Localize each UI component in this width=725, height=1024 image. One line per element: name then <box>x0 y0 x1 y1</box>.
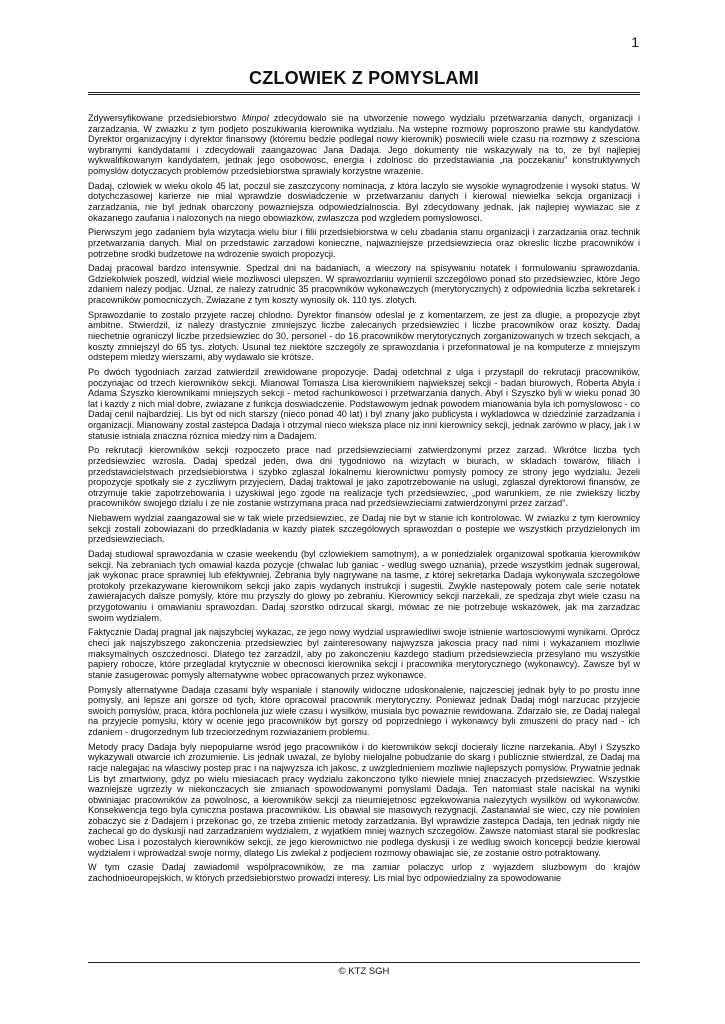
title-divider <box>88 92 640 95</box>
paragraph-9: Dadaj studiowal sprawozdania w czasie weekendu (byl czlowiekiem samotnym), a w poniedzialek organizowal spotkania kierowników sekcji. Na zebraniach tych omawial kazda pozycje (chwalac lub ganiac - wedlug swego uznania), przede wszystkim jednak sugerowal, jak wykonac prace sprawniej lub efektywniej. Zebrania byly nagrywane na tasme, z której sekretarka Dadaja wykonywala szczególowe protokoly przekazywane kierownikom sekcji jako zapis wydanych instrukcji i sugestii. Zwykle nastepowaly potem cale serie notatek zawierajacych dalsze pomysly, które mu przyszly do glowy po zebraniu. Kierownicy sekcji narzekali, ze spedzaja zbyt wiele czasu na przygotowaniu i omawianiu sprawozdan. Dadaj szorstko odrzucal skargi, mówiac ze nie potrzebuje wskazówek, jak ma zarzadzac swoim wydzialem. <box>88 549 640 623</box>
paragraph-2: Dadaj, czlowiek w wieku okolo 45 lat, poczul sie zaszczycony nominacja, z która laczylo sie wysokie wynagrodzenie i wysoki status. W dotychczasowej karierze nie mial wprawdzie doswiadczenie w przetwarzaniu danych i kierowal niewielka sekcja organizacji i zarzadzania, nie byl jednak obarczony powazniejsza odpowiedzialnoscia. Byl zdecydowany jednak, jak najlepiej wywiazac sie z okazanego zaufania i nalozonych na niego obowiazków, zwlaszcza pod wzgledem pomyslowosci. <box>88 180 640 223</box>
paragraph-1: Zdywersyfikowane przedsiebiorstwo Minpol zdecydowalo sie na utworzenie nowego wydzialu przetwarzania danych, organizacji i zarzadzania. W zwiazku z tym podjeto poszukiwania kierownika wydzialu. Na wstepne rozmowy poproszono prawie stu kandydatów. Dyrektor organizacyjny i dyrektor finansowy (któremu bedzie podlegal nowy kierownik) poswiecili wiele czasu na rozmowy z szesciona wybranymi kandydatami i zdecydowali zaangazowac Jana Dadaja. Jego dokumenty nie wskazywaly na to, ze byl najlepiej wykwalifikowanym kandydatem, jednak jego osobowosc, energia i zdolnosc do przedstawiania „na poczekaniu” konstruktywnych pomyslów dotyczacych problemów przedsiebiorstwa sprawialy korzystne wrazenie. <box>88 113 641 176</box>
company-name: Minpol <box>241 113 269 123</box>
page-number: 1 <box>631 34 639 50</box>
paragraph-5: Sprawozdanie to zostalo przyjete raczej chlodno. Dyrektor finansów odeslal je z komentarzem, ze jest za dlugie, a propozycje zbyt ambitne. Stwierdzil, iz nalezy drastycznie zmniejszyc liczbe zalecanych przedsiewziec i liczbe pracowników oraz koszty. Dadaj niechetnie ograniczyl liczbe przedsiewziec do 30, personel - do 16 pracowników merytorycznych zorganizowanych w trzech sekcjach, a koszty zmniejszyl do 65 tys. zlotych. Usunal tez niektóre szczególy ze sprawozdania i przeformatowal je na komputerze z mniejszym odstepem miedzy wierszami, aby wydawalo sie krótsze. <box>88 309 640 363</box>
paragraph-12: Metody pracy Dadaja byly niepopularne wsród jego pracowników i do kierowników sekcji docieraly liczne narzekania. Abyl i Szyszko wykazywali otwarcie ich zrozumienie. Lis jednak uwazal, ze byloby nielojalne pobudzanie do skarg i publicznie stwierdzal, ze Dadaj ma racje nalegajac na wlasciwy postep prac i na najwyzsza ich jakosc, z uwzglednieniem mozliwie najlepszych pomyslów. Prywatnie jednak Lis byt zmartwiony, gdyz po wielu miesiacach pracy wydzialu zakonczono tylko niewiele mniej znaczacych przedsiewziec. Wszystkie wazniejsze ugrzezly w niekonczacych sie zmianach spowodowanymi pomyslami Dadaja. Ten natomiast stale naciskal na wyniki obwiniajac pracowników za powolnosc, a kierowników sekcji za nieumiejetnosc egzekwowania nalezytych wysilków od wykonawców. Konsekwencja tego byla cyniczna postawa pracowników. Lis obawial sie masowych rezygnacji. Zastanawial sie wiec, czy nie powinien zobaczyc sie z Dadajem i przekonac go, ze trzeba zmienic metody zarzadzania. Byl wprawdzie zastepca Dadaja, ten jednak nigdy nie zachecal go do dyskusji nad zarzadzaniem wydzialem, z wyjatkiem mniej waznych szczególów. Zawsze natomiast staral sie podkreslac wobec Lisa i pozostalych kierowników sekcji, ze jego kierownictwo nie podlega dyskusji i ze wedlug swoich koncepcji bedzie kierowal wydzialem i wprowadzal swoje normy, dlatego Lis zwlekal z podjeciem rozmowy obawiajac sie, ze zostanie ostro potraktowany. <box>88 741 640 858</box>
document-title: CZLOWIEK Z POMYSLAMI <box>249 68 479 88</box>
document-body <box>88 113 640 888</box>
footer-copyright: © KTZ SGH <box>338 966 390 977</box>
paragraph-7: Po rekrutacji kierowników sekcji rozpoczeto prace nad przedsiewzieciami zatwierdzonymi przez zarzad. Wkrótce liczba tych przedsiewziec wzrosla. Dadaj spedzal jeden, dwa dni tygodniowo na wizytach w biurach, w skladach towarów, filiach i przedstawicielstwach przedsiebiorstwa i szybko zglaszal lokalnemu kierownictwu pomysly pomocy ze strony jego wydzialu. Jezeli propozycje spotkaly sie z zyczliwym przyjeciem, Dadaj traktowal je jako zapotrzebowanie na uslugi, zglaszal dyrektorowi finansów, ze otrzymuje takie zapotrzebowania i uzyskiwal jego zgode na realizacje tych przedsiewziec, „pod warunkiem, ze nie zwiekszy liczby pracowników swojego dzialu i ze nie zostanie wstrzymana praca nad przedsiewzieciami zatwierdzonymi przez zarzad”. <box>88 445 640 509</box>
paragraph-10: Faktycznie Dadaj pragnal jak najszybciej wykazac, ze jego nowy wydzial usprawiedliwi swoje istnienie wartosciowymi wynikami. Oprócz checi jak najszybszego zakonczenia przedsiewziec byl zainteresowany najwyzsza jakoscia pracy nad nimi i wykazaniem mozliwie maksymalnych oszczednosci. Dlatego tez zarzadzil, aby po zakonczeniu kazdego stadium przedsiewziecia przesylano mu wszystkie papiery robocze, które przegladal krytycznie w obecnosci kierownika sekcji i pracownika merytorycznego (wykonawcy). Zawsze byl w stanie zasugerowac pomysly alternatywne wobec opracowanych przez wykonawce. <box>88 627 640 680</box>
paragraph-6: Po dwóch tygodniach zarzad zatwierdzil zrewidowane propozycje. Dadaj odetchnal z ulga i przystapil do rekrutacji pracowników, poczynajac od trzech kierowników sekcji. Mianowal Tomasza Lisa kierownikiem najwiekszej sekcji - badan biurowych, Roberta Abyla i Adama Szyszko kierownikami mniejszych sekcji - metod rachunkowosci i przetwarzania danych. Abyl i Szyszko byli w wieku ponad 30 lat i kazdy z nich mial dobre, zwiazane z funkcja doswiadczenie. Podstawowym jednak powodem mianowania byla ich pomyslowosc - co Dadaj cenil najbardziej. Lis byt od nich starszy (nieco ponad 40 lat) i byl znany jako publicysta i wykladowca w dziedzinie zarzadzania i organizacji. Mianowany zostal zastepca Dadaja i otrzymal nieco wieksza place niz inni kierownicy sekcji, jednak zarówno w placy, jak i w statusie istniala znaczna róznica miedzy nim a Dadajem. <box>88 367 640 441</box>
paragraph-8: Niebawem wydzial zaangazowal sie w tak wiele przedsiewziec, ze Dadaj nie byt w stanie ich kontrolowac. W zwiazku z tym kierownicy sekcji zostali zobowiazani do przedkladania w kazdy piatek szczególowych sprawozdan o postepie we wszystkich przydzielonych im przedsiewzieciach. <box>88 513 640 545</box>
paragraph-3: Pierwszym jego zadaniem byla wizytacja wielu biur i filii przedsiebiorstwa w celu zbadania stanu organizacji i zarzadzania oraz technik przetwarzania danych. Mial on przedstawic zarzadowi konieczne, najwazniejsze przedsiewziecia oraz okreslic liczbe pracowników i potrzebne srodki budzetowe na wdrozenie swoich propozycji. <box>88 227 640 259</box>
paragraph-13: W tym czasie Dadaj zawiadomil wspólpracowników, ze ma zamiar polaczyc urlop z wyjazdem sluzbowym do krajów zachodnioeuropejskich, w których przedsiebiorstwo prowadzi interesy. Lis mial byc odpowiedzialny za spowodowanie <box>88 862 640 884</box>
paragraph-11: Pomysly alternatywne Dadaja czasami byly wspaniale i stanowily widoczne udoskonalenie, najczesciej jednak byly to po prostu inne pomysly, ani lepsze ani gorsze od tych, które opracowal pracownik merytoryczny. Poniewaz jednak Dadaj mógl narzucac przyjecie swoich pomyslów, praca, która pochlonela juz wiele czasu i wysilków, musiala byc powaznie rewidowana. Zdarzalo sie, ze Dadaj nalegal na przyjecie pomyslu, który w ocenie jego pracowników byt gorszy od poprzedniego i wykonawcy byli zmuszeni do pracy nad - ich zdaniem - drugorzednym lub trzeciorzednym rozwiazaniem problemu. <box>88 684 640 737</box>
paragraph-4: Dadaj pracowal bardzo intensywnie. Spedzal dni na badaniach, a wieczory na spisywaniu notatek i formulowaniu sprawozdania. Gdziekolwiek poszedl, widzial wiele mozliwosci ulepszen. W sprawozdaniu wymienil szczególowo ponad sto przedsiewziec, które Jego zdaniem nalezy podjac. Uznal, ze nalezy zatrudnic 35 pracowników wykonawczych (merytorycznych) z odpowiednia liczba sekretarek i pracowników pomocniczych. Zwiazane z tym koszty wynosily ok. 110 tys. zlotych. <box>88 263 640 306</box>
footer-divider <box>88 962 640 963</box>
